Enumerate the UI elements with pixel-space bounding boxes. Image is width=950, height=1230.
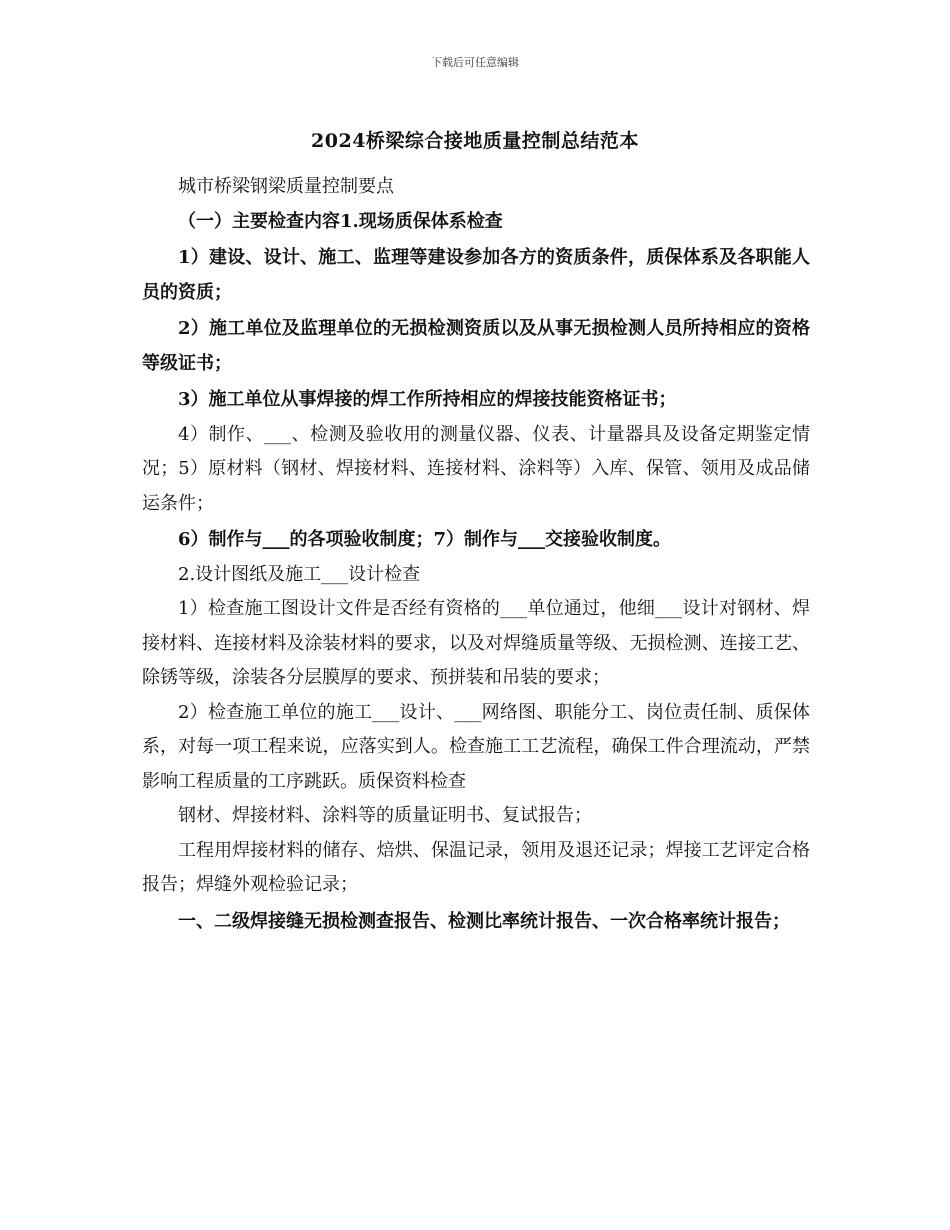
paragraph-4: 2）施工单位及监理单位的无损检测资质以及从事无损检测人员所持相应的资格等级证书； [142,318,810,374]
paragraph-3: 1）建设、设计、施工、监理等建设参加各方的资质条件，质保体系及各职能人员的资质； [142,247,810,303]
paragraph-12: 工程用焊接材料的储存、焙烘、保温记录，领用及退还记录；焊接工艺评定合格报告；焊缝外观检验记录； [142,839,810,895]
paragraph-6: 4）制作、___、检测及验收用的测量仪器、仪表、计量器具及设备定期鉴定情况；5）原材料（钢材、焊接材料、连接材料、涂料等）入库、保管、领用及成品储运条件； [142,423,810,514]
paragraph-10: 2）检查施工单位的施工___设计、___网络图、职能分工、岗位责任制、质保体系，对每一项工程来说，应落实到人。检查施工工艺流程，确保工件合理流动，严禁影响工程质量的工序跳跃。质保资料检查 [142,701,810,792]
paragraph-9: 1）检查施工图设计文件是否经有资格的___单位通过，他细___设计对钢材、焊接材料、连接材料及涂装材料的要求，以及对焊缝质量等级、无损检测、连接工艺、除锈等级，涂装各分层膜厚的要求、预拼装和吊装的要求； [142,598,810,688]
paragraph-13: 一、二级焊接缝无损检测查报告、检测比率统计报告、一次合格率统计报告； [178,910,790,932]
paragraph-2: （一）主要检查内容1.现场质保体系检查 [178,210,503,232]
paragraph-7: 6）制作与___的各项验收制度；7）制作与___交接验收制度。 [178,529,672,550]
paragraph-11: 钢材、焊接材料、涂料等的质量证明书、复试报告； [178,805,592,826]
document-body [142,170,810,939]
paragraph-5: 3）施工单位从事焊接的焊工作所持相应的焊接技能资格证书； [178,389,677,410]
paragraph-1: 城市桥梁钢梁质量控制要点 [178,176,394,197]
paragraph-8: 2.设计图纸及施工___设计检查 [178,563,421,585]
document-title: 2024桥梁综合接地质量控制总结范本 [311,130,639,152]
page-header: 下载后可任意编辑 [431,56,519,69]
